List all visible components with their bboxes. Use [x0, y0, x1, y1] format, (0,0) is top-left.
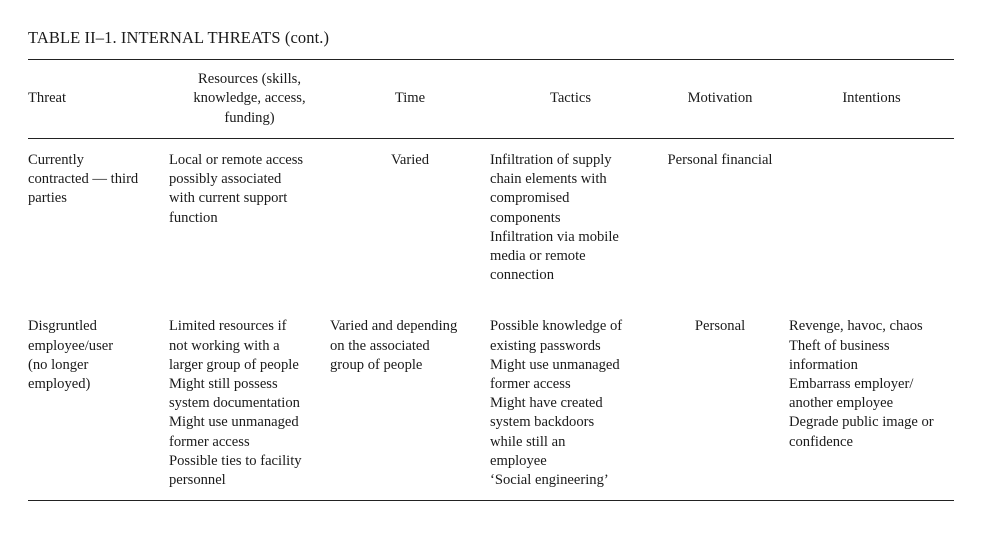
cell-line: function — [169, 209, 218, 226]
header-threat: Threat — [28, 90, 67, 107]
cell-threat — [28, 307, 169, 500]
cell-line: former access — [169, 433, 250, 450]
document-page — [28, 28, 954, 501]
cell-line: Possible ties to facility — [169, 452, 302, 469]
cell-line: Varied and depending — [330, 318, 458, 335]
cell-line: employed) — [28, 376, 91, 393]
cell-line: Might have created — [490, 395, 603, 412]
header-resources-line: Resources (skills, — [198, 71, 301, 88]
cell-line: larger group of people — [169, 356, 299, 373]
cell-motivation — [651, 139, 789, 307]
cell-line: chain elements with — [490, 171, 607, 188]
header-resources — [169, 60, 330, 139]
cell-line: Theft of business — [789, 337, 890, 354]
cell-line: Disgruntled — [28, 318, 97, 335]
cell-line: confidence — [789, 433, 854, 450]
cell-line: existing passwords — [490, 337, 601, 354]
cell-line: components — [490, 209, 561, 226]
cell-line: information — [789, 356, 858, 373]
cell-line: Currently — [28, 152, 84, 168]
cell-motivation — [651, 307, 789, 500]
header-row — [28, 60, 954, 139]
cell-tactics — [490, 139, 651, 307]
header-intentions: Intentions — [842, 90, 901, 107]
cell-line: Limited resources if — [169, 318, 287, 335]
header-tactics: Tactics — [549, 90, 592, 107]
table-row — [28, 139, 954, 307]
cell-line: Local or remote access — [169, 152, 304, 168]
table-title: TABLE II–1. INTERNAL THREATS (cont.) — [28, 28, 330, 47]
cell-line: Infiltration via mobile — [490, 228, 619, 245]
cell-line: possibly associated — [169, 171, 282, 188]
cell-line: group of people — [330, 356, 423, 373]
cell-line: Embarrass employer/ — [789, 376, 914, 393]
cell-line: another employee — [789, 395, 894, 412]
cell-line: Might use unmanaged — [169, 414, 299, 431]
header-resources-line: funding) — [224, 109, 275, 126]
cell-resources — [169, 139, 330, 307]
cell-line: Varied — [390, 152, 430, 168]
cell-time — [330, 307, 490, 500]
bottom-rule — [28, 500, 954, 501]
cell-line: Infiltration of supply — [490, 152, 612, 168]
cell-line: system documentation — [169, 395, 300, 412]
cell-line: employee/user — [28, 337, 114, 354]
header-resources-line: knowledge, access, — [193, 90, 306, 107]
table-row — [28, 307, 954, 500]
cell-line: system backdoors — [490, 414, 595, 431]
cell-intentions — [789, 307, 954, 500]
cell-resources — [169, 307, 330, 500]
cell-threat — [28, 139, 169, 307]
cell-line: on the associated — [330, 337, 430, 354]
cell-line: Possible knowledge of — [490, 318, 623, 335]
cell-line: while still an — [490, 433, 566, 450]
cell-line: personnel — [169, 472, 226, 489]
cell-line: with current support — [169, 190, 288, 207]
cell-line: Personal financial — [667, 152, 773, 168]
cell-line: (no longer — [28, 356, 89, 373]
cell-line: Might still possess — [169, 376, 278, 393]
cell-line: compromised — [490, 190, 570, 207]
cell-line: parties — [28, 190, 67, 207]
cell-line: connection — [490, 267, 555, 284]
header-time: Time — [394, 90, 426, 107]
cell-tactics — [490, 307, 651, 500]
cell-line: Might use unmanaged — [490, 356, 620, 373]
cell-line: employee — [490, 452, 547, 469]
cell-line: not working with a — [169, 337, 280, 354]
cell-line: contracted — third — [28, 171, 139, 188]
cell-line: ‘Social engineering’ — [490, 472, 609, 489]
cell-time — [330, 139, 490, 307]
cell-intentions — [789, 139, 954, 307]
cell-line: Degrade public image or — [789, 414, 934, 431]
cell-line: former access — [490, 376, 571, 393]
header-motivation: Motivation — [687, 90, 753, 107]
cell-line: media or remote — [490, 248, 586, 265]
cell-line: Personal — [694, 318, 746, 335]
cell-line: Revenge, havoc, chaos — [789, 318, 923, 335]
internal-threats-table — [28, 60, 954, 500]
